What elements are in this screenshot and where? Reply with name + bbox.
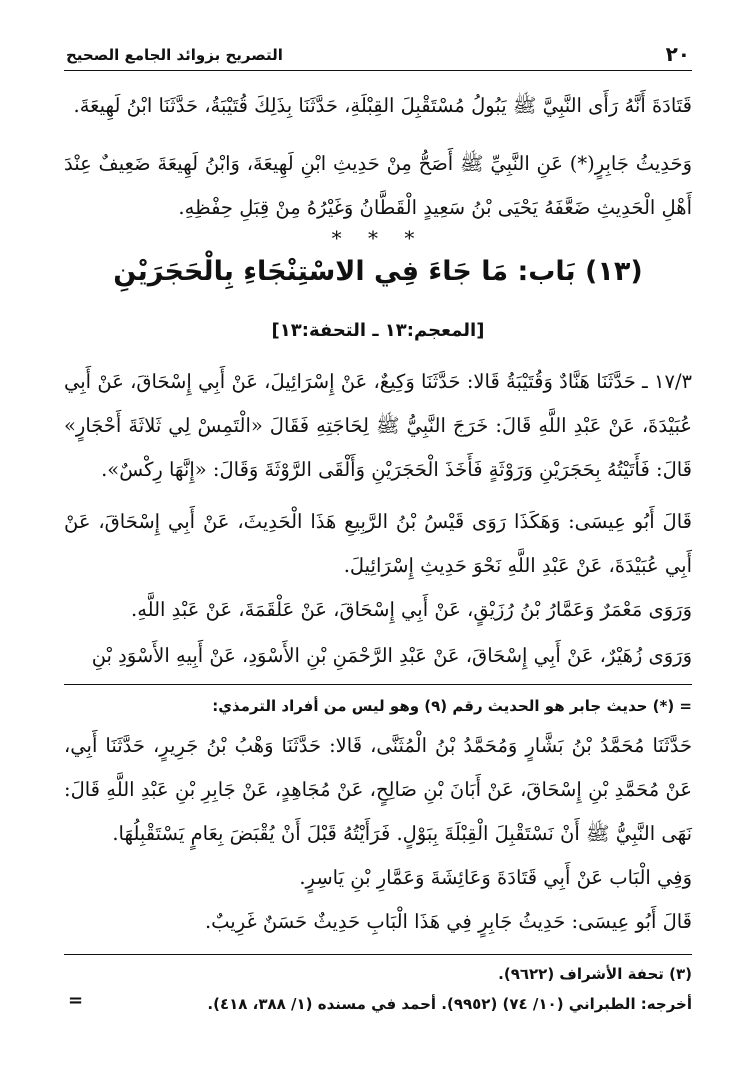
footnotes-divider: [64, 954, 692, 955]
paragraph-jabir-ruling: وَحَدِيثُ جَابِرٍ(*) عَنِ النَّبِيِّ ﷺ أَصَحُّ مِنْ حَدِيثِ ابْنِ لَهِيعَةَ، وَابْنُ لَهِيعَةَ ضَعِيفٌ عِنْدَ أَهْلِ الْحَدِيثِ ضَعَّفَهُ يَحْيَى بْنُ سَعِيدٍ الْقَطَّانُ وَغَيْرُهُ مِنْ قِبَلِ حِفْظِهِ.: [64, 152, 692, 219]
note-grading: قَالَ أَبُو عِيسَى: حَدِيثُ جَابِرٍ فِي هَذَا الْبَابِ حَدِيثٌ حَسَنٌ غَرِيبٌ.: [204, 910, 692, 933]
page-number: ٢٠: [665, 42, 690, 66]
book-title: التصريح بزوائد الجامع الصحيح: [66, 46, 283, 64]
paragraph-mamar: وَرَوَى مَعْمَرٌ وَعَمَّارُ بْنُ رُزَيْقٍ، عَنْ أَبِي إِسْحَاقَ، عَنْ عَلْقَمَةَ، عَنْ عَبْدِ اللَّهِ.: [131, 598, 692, 621]
continuation-mark: =: [68, 990, 84, 1011]
paragraph-qatada: قَتَادَةَ أَنَّهُ رَأَى النَّبِيَّ ﷺ يَبُولُ مُسْتَقْبِلَ القِبْلَةِ، حَدَّثَنَا بِذَلِكَ قُتَيْبَةُ، حَدَّثَنَا ابْنُ لَهِيعَةَ.: [73, 94, 692, 117]
footnote-takhrij: أخرجه: الطبراني (١٠/ ٧٤) (٩٩٥٢). أحمد في مسنده (١/ ٣٨٨، ٤١٨).: [207, 995, 692, 1013]
running-head: [64, 40, 692, 71]
book-page: [64, 40, 692, 1013]
footnote-divider: [64, 684, 692, 685]
note-fil-bab: وَفِي الْبَاب عَنْ أَبِي قَتَادَةَ وَعَائِشَةَ وَعَمَّارِ بْنِ يَاسِرٍ.: [299, 866, 692, 889]
chapter-title: (١٣) بَاب: مَا جَاءَ فِي الاسْتِنْجَاءِ بِالْحَجَرَيْنِ: [113, 256, 643, 287]
chapter-reference: [المعجم:١٣ ـ التحفة:١٣]: [271, 320, 485, 341]
note-star-heading: = (*) حديث جابر هو الحديث رقم (٩) وهو ليس من أفراد الترمذي:: [212, 697, 692, 715]
hadith-text: ١٧/٣ ـ حَدَّثَنَا هَنَّادٌ وَقُتَيْبَةُ قَالا: حَدَّثَنَا وَكِيعٌ، عَنْ إِسْرَائِيلَ، عَنْ أَبِي إِسْحَاقَ، عَنْ أَبِي عُبَيْدَةَ، عَنْ عَبْدِ اللَّهِ قَالَ: خَرَجَ النَّبِيُّ ﷺ لِحَاجَتِهِ فَقَالَ «الْتَمِسْ لِي ثَلاثَةَ أَحْجَارٍ» قَالَ: فَأَتَيْتُهُ بِحَجَرَيْنِ وَرَوْثَةٍ فَأَخَذَ الْحَجَرَيْنِ وَأَلْقَى الرَّوْثَةَ وَقَالَ: «إِنَّهَا رِكْسٌ».: [64, 370, 692, 481]
note-hadith-text: حَدَّثَنَا مُحَمَّدُ بْنُ بَشَّارٍ وَمُحَمَّدُ بْنُ الْمُثَنَّى، قَالا: حَدَّثَنَا وَهْبُ بْنُ جَرِيرٍ، حَدَّثَنَا أَبِي، عَنْ مُحَمَّدِ بْنِ إِسْحَاقَ، عَنْ أَبَانَ بْنِ صَالِحٍ، عَنْ مُجَاهِدٍ، عَنْ جَابِرِ بْنِ عَبْدِ اللَّهِ قَالَ: نَهَى النَّبِيُّ ﷺ أَنْ نَسْتَقْبِلَ الْقِبْلَةَ بِبَوْلٍ. فَرَأَيْتُهُ قَبْلَ أَنْ يُقْبَضَ بِعَامٍ يَسْتَقْبِلُهَا.: [64, 734, 692, 845]
paragraph-abu-isa: قَالَ أَبُو عِيسَى: وَهَكَذَا رَوَى قَيْسُ بْنُ الرَّبِيعِ هَذَا الْحَدِيثَ، عَنْ أَبِي إِسْحَاقَ، عَنْ أَبِي عُبَيْدَةَ، عَنْ عَبْدِ اللَّهِ نَحْوَ حَدِيثِ إِسْرَائِيلَ.: [64, 510, 692, 577]
paragraph-zuhayr: وَرَوَى زُهَيْرٌ، عَنْ أَبِي إِسْحَاقَ، عَنْ عَبْدِ الرَّحْمَنِ بْنِ الأَسْوَدِ، عَنْ أَبِيهِ الأَسْوَدِ بْنِ: [91, 644, 692, 667]
footnote-tuhfa: (٣) تحفة الأشراف (٩٦٢٢).: [498, 965, 692, 983]
section-separator: * * *: [331, 226, 425, 250]
